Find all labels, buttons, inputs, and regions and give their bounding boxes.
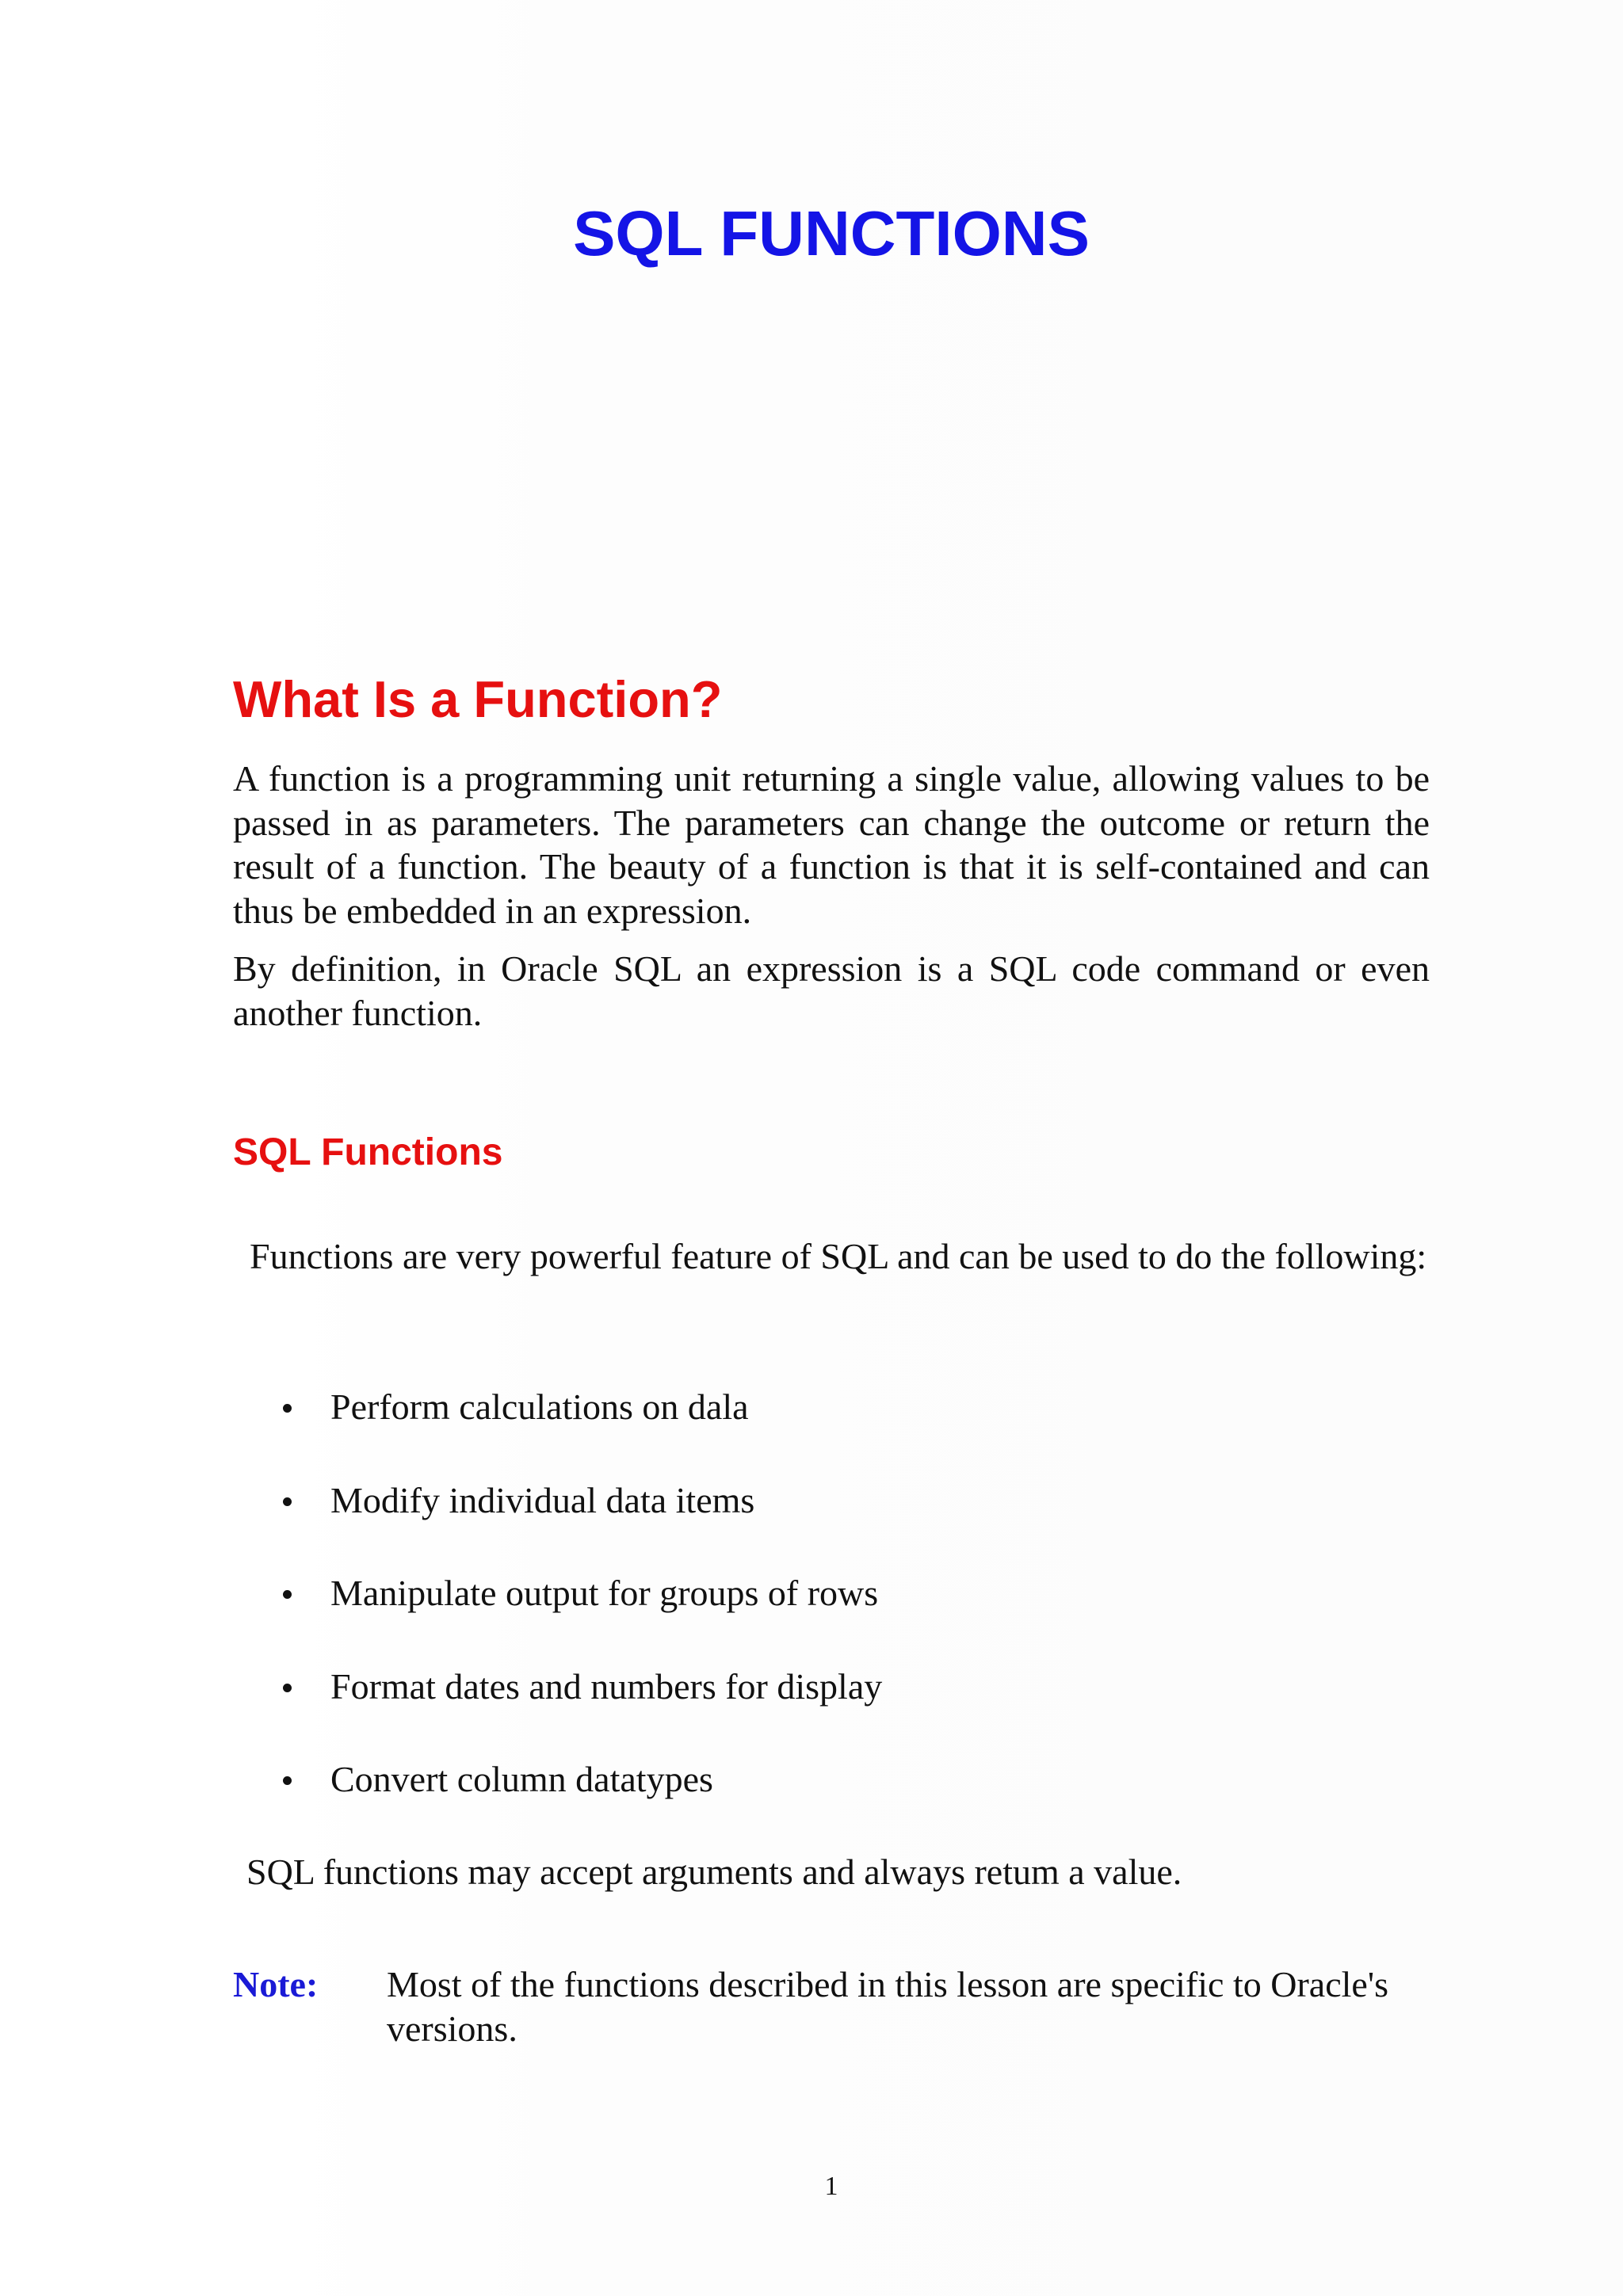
list-item-text: Convert column datatypes xyxy=(330,1759,713,1799)
bullet-icon xyxy=(283,1404,292,1413)
section-heading: What Is a Function? xyxy=(233,670,723,728)
list-item-text: Format dates and numbers for display xyxy=(330,1666,883,1707)
list-item xyxy=(0,1663,1268,1711)
list-item xyxy=(0,1477,1268,1524)
bullet-icon xyxy=(283,1684,292,1692)
list-item-text: Modify individual data items xyxy=(330,1480,755,1520)
list-item xyxy=(0,1569,1268,1617)
expression-paragraph: By definition, in Oracle SQL an expression is a SQL code command or even another function. xyxy=(233,948,1430,1033)
summary-sentence: SQL functions may accept arguments and always retum a value. xyxy=(246,1852,1182,1892)
note-label: Note: xyxy=(233,1964,319,2004)
list-item-text: Manipulate output for groups of rows xyxy=(330,1573,879,1613)
definition-paragraph: A function is a programming unit returning a single value, allowing values to be passed in as parameters. The parameters can change the outcome or return the result of a function. The beauty of a function is that it is self-contained and can thus be embedded in an expression. xyxy=(233,758,1430,931)
bullet-icon xyxy=(283,1497,292,1506)
document-title: SQL FUNCTIONS xyxy=(573,198,1090,269)
page-number: 1 xyxy=(824,2172,838,2201)
note-text: Most of the functions described in this lesson are specific to Oracle's versions. xyxy=(387,1964,1389,2049)
list-item-text: Perform calculations on dala xyxy=(330,1386,749,1427)
bullet-icon xyxy=(283,1776,292,1785)
functions-intro: Functions are very powerful feature of SQL and can be used to do the following: xyxy=(250,1236,1427,1276)
bullet-icon xyxy=(283,1590,292,1599)
list-item xyxy=(0,1756,1268,1803)
list-item xyxy=(0,1383,1268,1431)
subsection-heading: SQL Functions xyxy=(233,1131,503,1173)
